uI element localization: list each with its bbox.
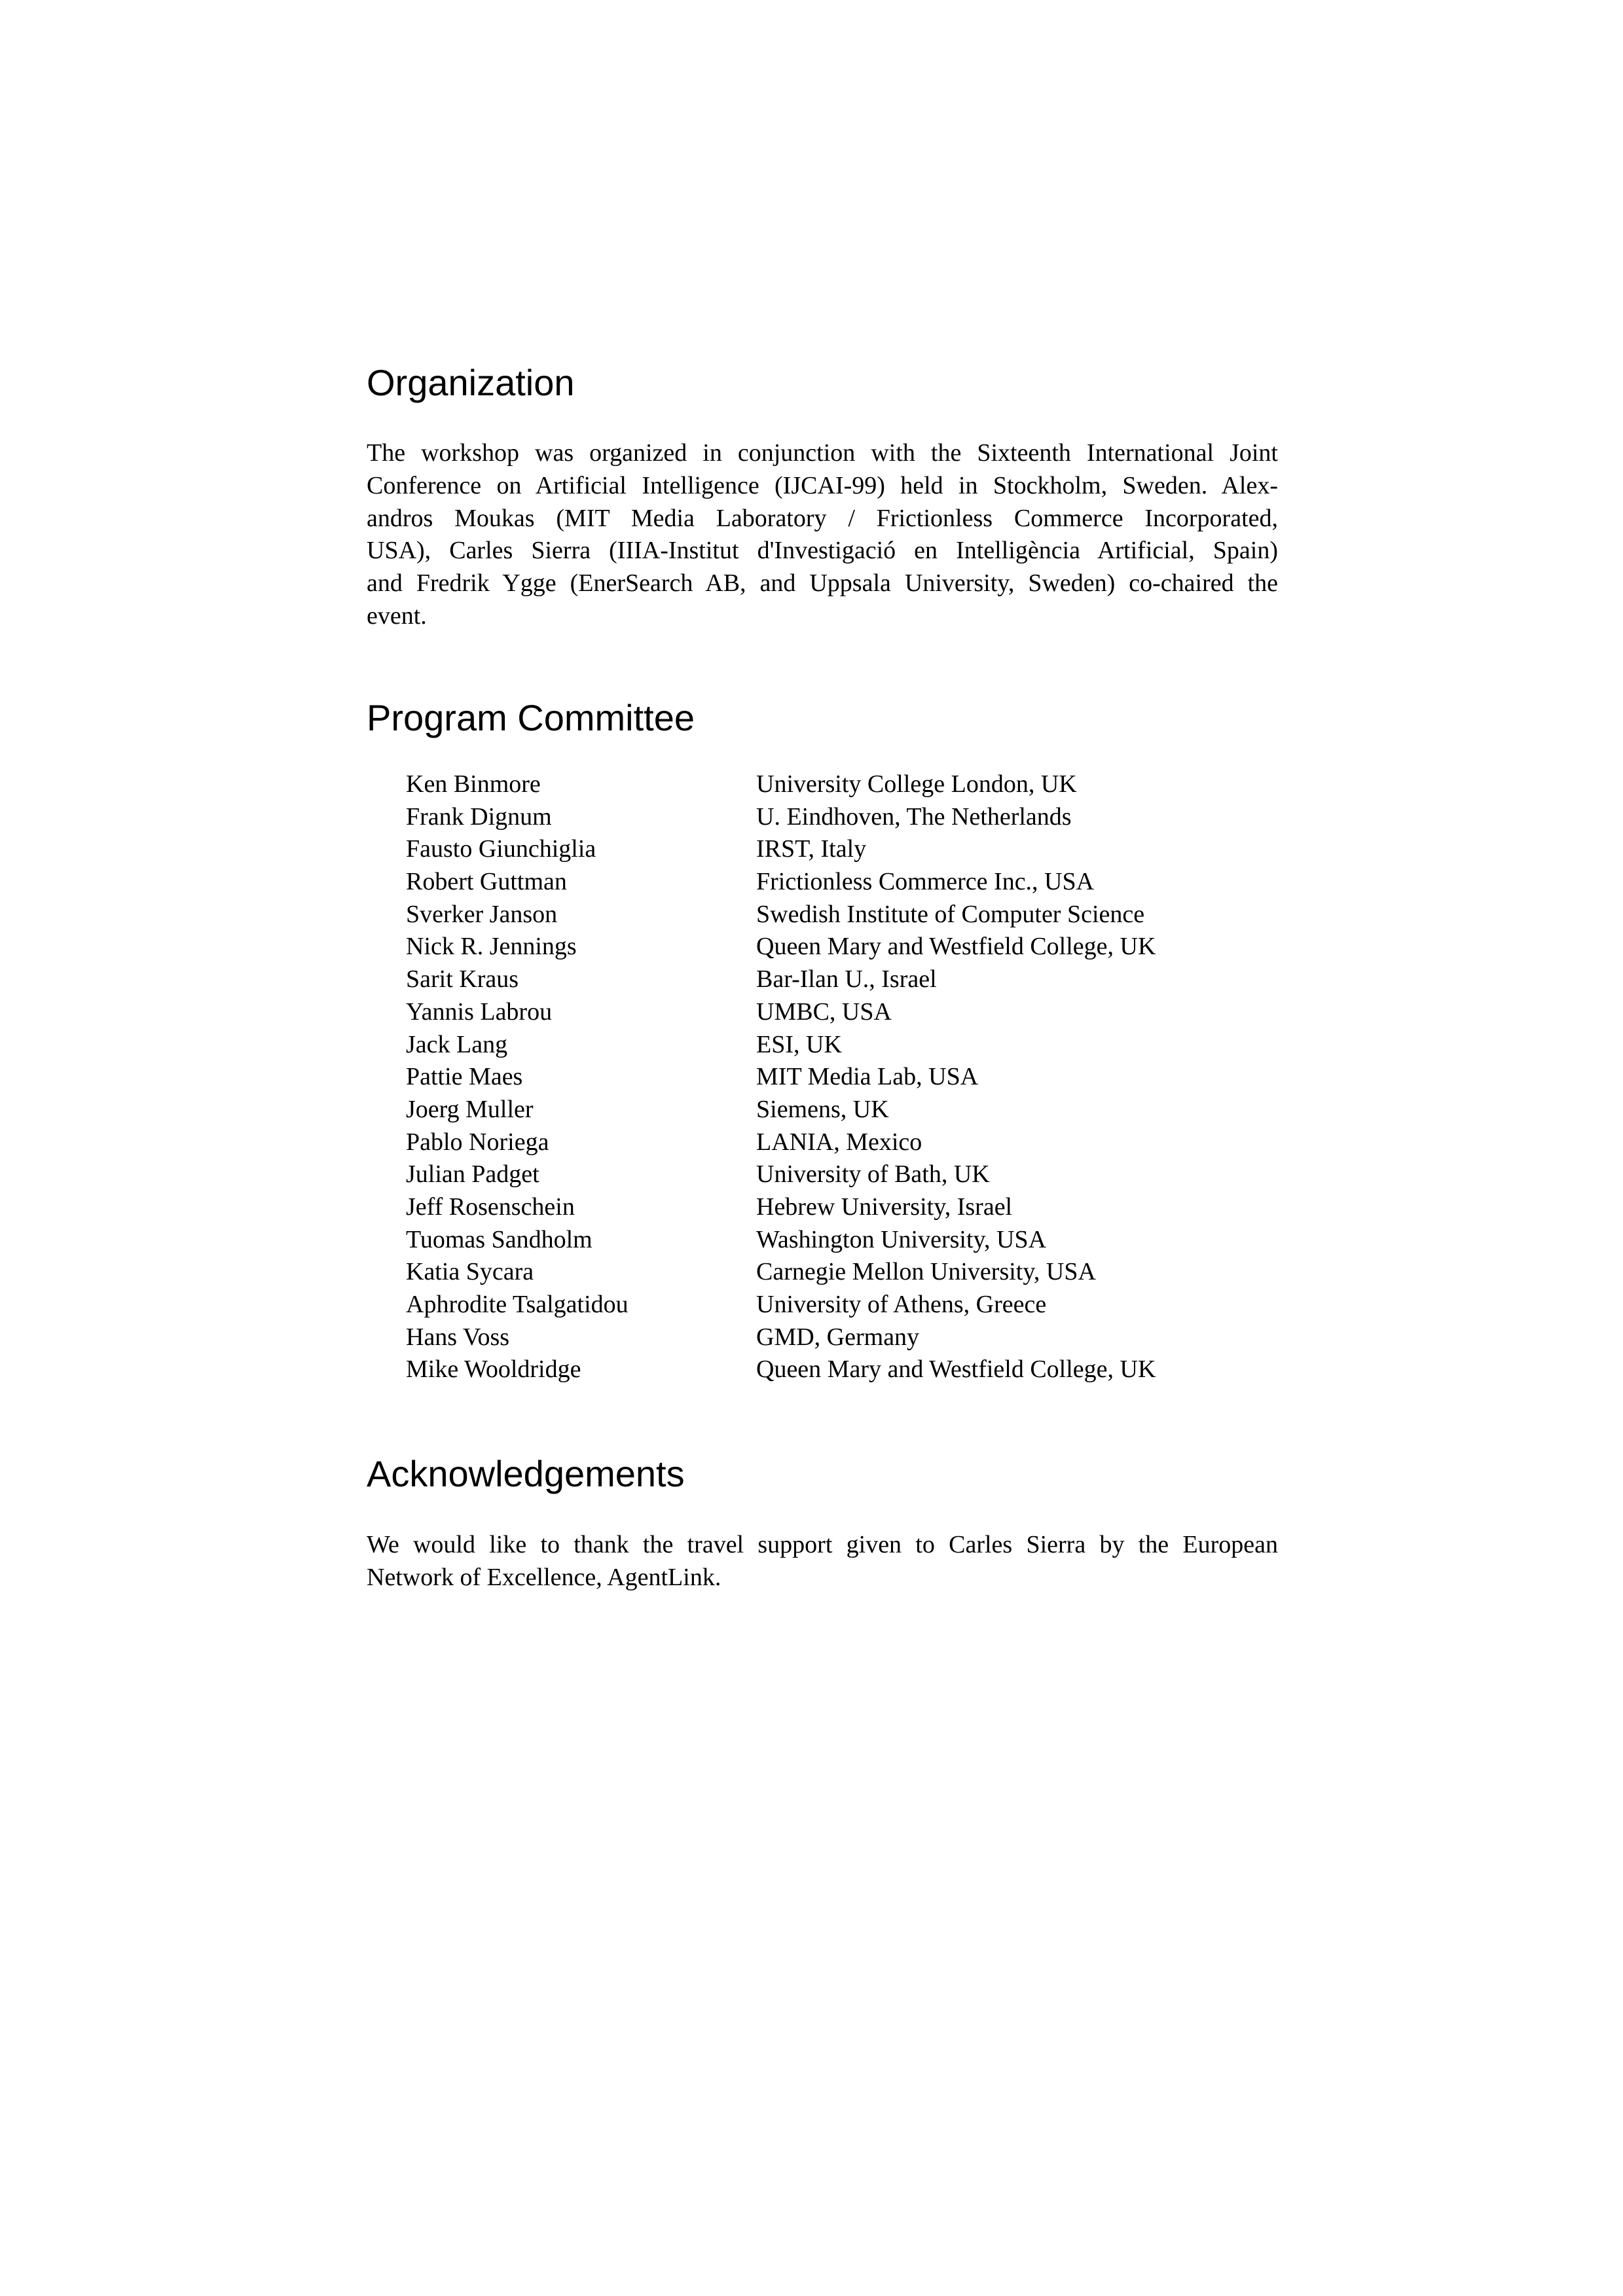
committee-list — [406, 768, 1283, 1386]
member-affiliation: Frictionless Commerce Inc., USA — [756, 868, 1095, 896]
member-name: Jeff Rosenschein — [406, 1193, 575, 1221]
member-name: Aphrodite Tsalgatidou — [406, 1291, 629, 1318]
committee-member-row — [406, 833, 1283, 866]
committee-member-row — [406, 768, 1283, 801]
member-name: Frank Dignum — [406, 802, 552, 831]
member-name: Joerg Muller — [406, 1095, 534, 1123]
organization-line: andros Moukas (MIT Media Laboratory / Frictionless Commerce Incorporated, — [367, 504, 1278, 532]
member-affiliation: Queen Mary and Westfield College, UK — [756, 933, 1156, 961]
member-affiliation: Hebrew University, Israel — [756, 1193, 1013, 1221]
member-affiliation: University of Bath, UK — [756, 1160, 990, 1189]
committee-member-row — [406, 1354, 1283, 1386]
member-affiliation: Carnegie Mellon University, USA — [756, 1258, 1096, 1286]
committee-member-row — [406, 1126, 1283, 1159]
member-affiliation: GMD, Germany — [756, 1323, 920, 1351]
member-affiliation: Siemens, UK — [756, 1095, 889, 1123]
member-affiliation: University College London, UK — [756, 770, 1077, 798]
member-name: Ken Binmore — [406, 770, 541, 798]
committee-member-row — [406, 1256, 1283, 1289]
member-name: Fausto Giunchiglia — [406, 835, 596, 863]
organization-line: Conference on Artificial Intelligence (IJCAI-99) held in Stockholm, Sweden. Alex- — [367, 471, 1278, 499]
committee-member-row — [406, 1191, 1283, 1224]
committee-member-row — [406, 801, 1283, 834]
member-name: Robert Guttman — [406, 868, 567, 896]
member-affiliation: MIT Media Lab, USA — [756, 1063, 979, 1091]
member-affiliation: U. Eindhoven, The Netherlands — [756, 802, 1072, 831]
member-name: Julian Padget — [406, 1160, 539, 1189]
committee-member-row — [406, 1061, 1283, 1094]
acknowledgements-line: We would like to thank the travel support given to Carles Sierra by the European — [367, 1531, 1278, 1558]
committee-member-row — [406, 1158, 1283, 1191]
member-affiliation: Bar-Ilan U., Israel — [756, 965, 937, 994]
acknowledgements-line: Network of Excellence, AgentLink. — [367, 1563, 721, 1591]
organization-line: USA), Carles Sierra (IIIA-Institut d'Investigació en Intelligència Artificial, Spain) — [367, 537, 1278, 565]
committee-member-row — [406, 931, 1283, 963]
member-affiliation: UMBC, USA — [756, 997, 892, 1026]
organization-line: The workshop was organized in conjunction with the Sixteenth International Joint — [367, 439, 1278, 467]
organization-line: event. — [367, 601, 427, 630]
committee-member-row — [406, 1224, 1283, 1257]
committee-member-row — [406, 996, 1283, 1029]
member-affiliation: LANIA, Mexico — [756, 1128, 922, 1156]
committee-member-row — [406, 1289, 1283, 1321]
acknowledgements-heading: Acknowledgements — [367, 1453, 685, 1494]
member-affiliation: University of Athens, Greece — [756, 1291, 1047, 1318]
acknowledgements-paragraph — [367, 1529, 1278, 1594]
committee-member-row — [406, 1029, 1283, 1062]
member-affiliation: ESI, UK — [756, 1030, 842, 1058]
organization-paragraph — [367, 437, 1278, 633]
program-committee-heading: Program Committee — [367, 697, 695, 738]
member-name: Pattie Maes — [406, 1063, 523, 1091]
member-name: Nick R. Jennings — [406, 933, 577, 961]
member-affiliation: Washington University, USA — [756, 1225, 1047, 1253]
member-name: Sarit Kraus — [406, 965, 519, 994]
member-name: Pablo Noriega — [406, 1128, 549, 1156]
committee-member-row — [406, 1094, 1283, 1126]
organization-heading: Organization — [367, 362, 575, 403]
committee-member-row — [406, 899, 1283, 931]
member-name: Katia Sycara — [406, 1258, 534, 1286]
member-affiliation: Swedish Institute of Computer Science — [756, 900, 1145, 928]
member-affiliation: Queen Mary and Westfield College, UK — [756, 1355, 1156, 1384]
member-name: Tuomas Sandholm — [406, 1225, 593, 1253]
organization-line: and Fredrik Ygge (EnerSearch AB, and Uppsala University, Sweden) co-chaired the — [367, 569, 1278, 598]
member-name: Hans Voss — [406, 1323, 510, 1351]
member-name: Jack Lang — [406, 1030, 508, 1058]
member-name: Mike Wooldridge — [406, 1355, 581, 1384]
committee-member-row — [406, 1321, 1283, 1354]
member-name: Sverker Janson — [406, 900, 558, 928]
committee-member-row — [406, 866, 1283, 899]
committee-member-row — [406, 963, 1283, 996]
member-name: Yannis Labrou — [406, 997, 553, 1026]
member-affiliation: IRST, Italy — [756, 835, 867, 863]
